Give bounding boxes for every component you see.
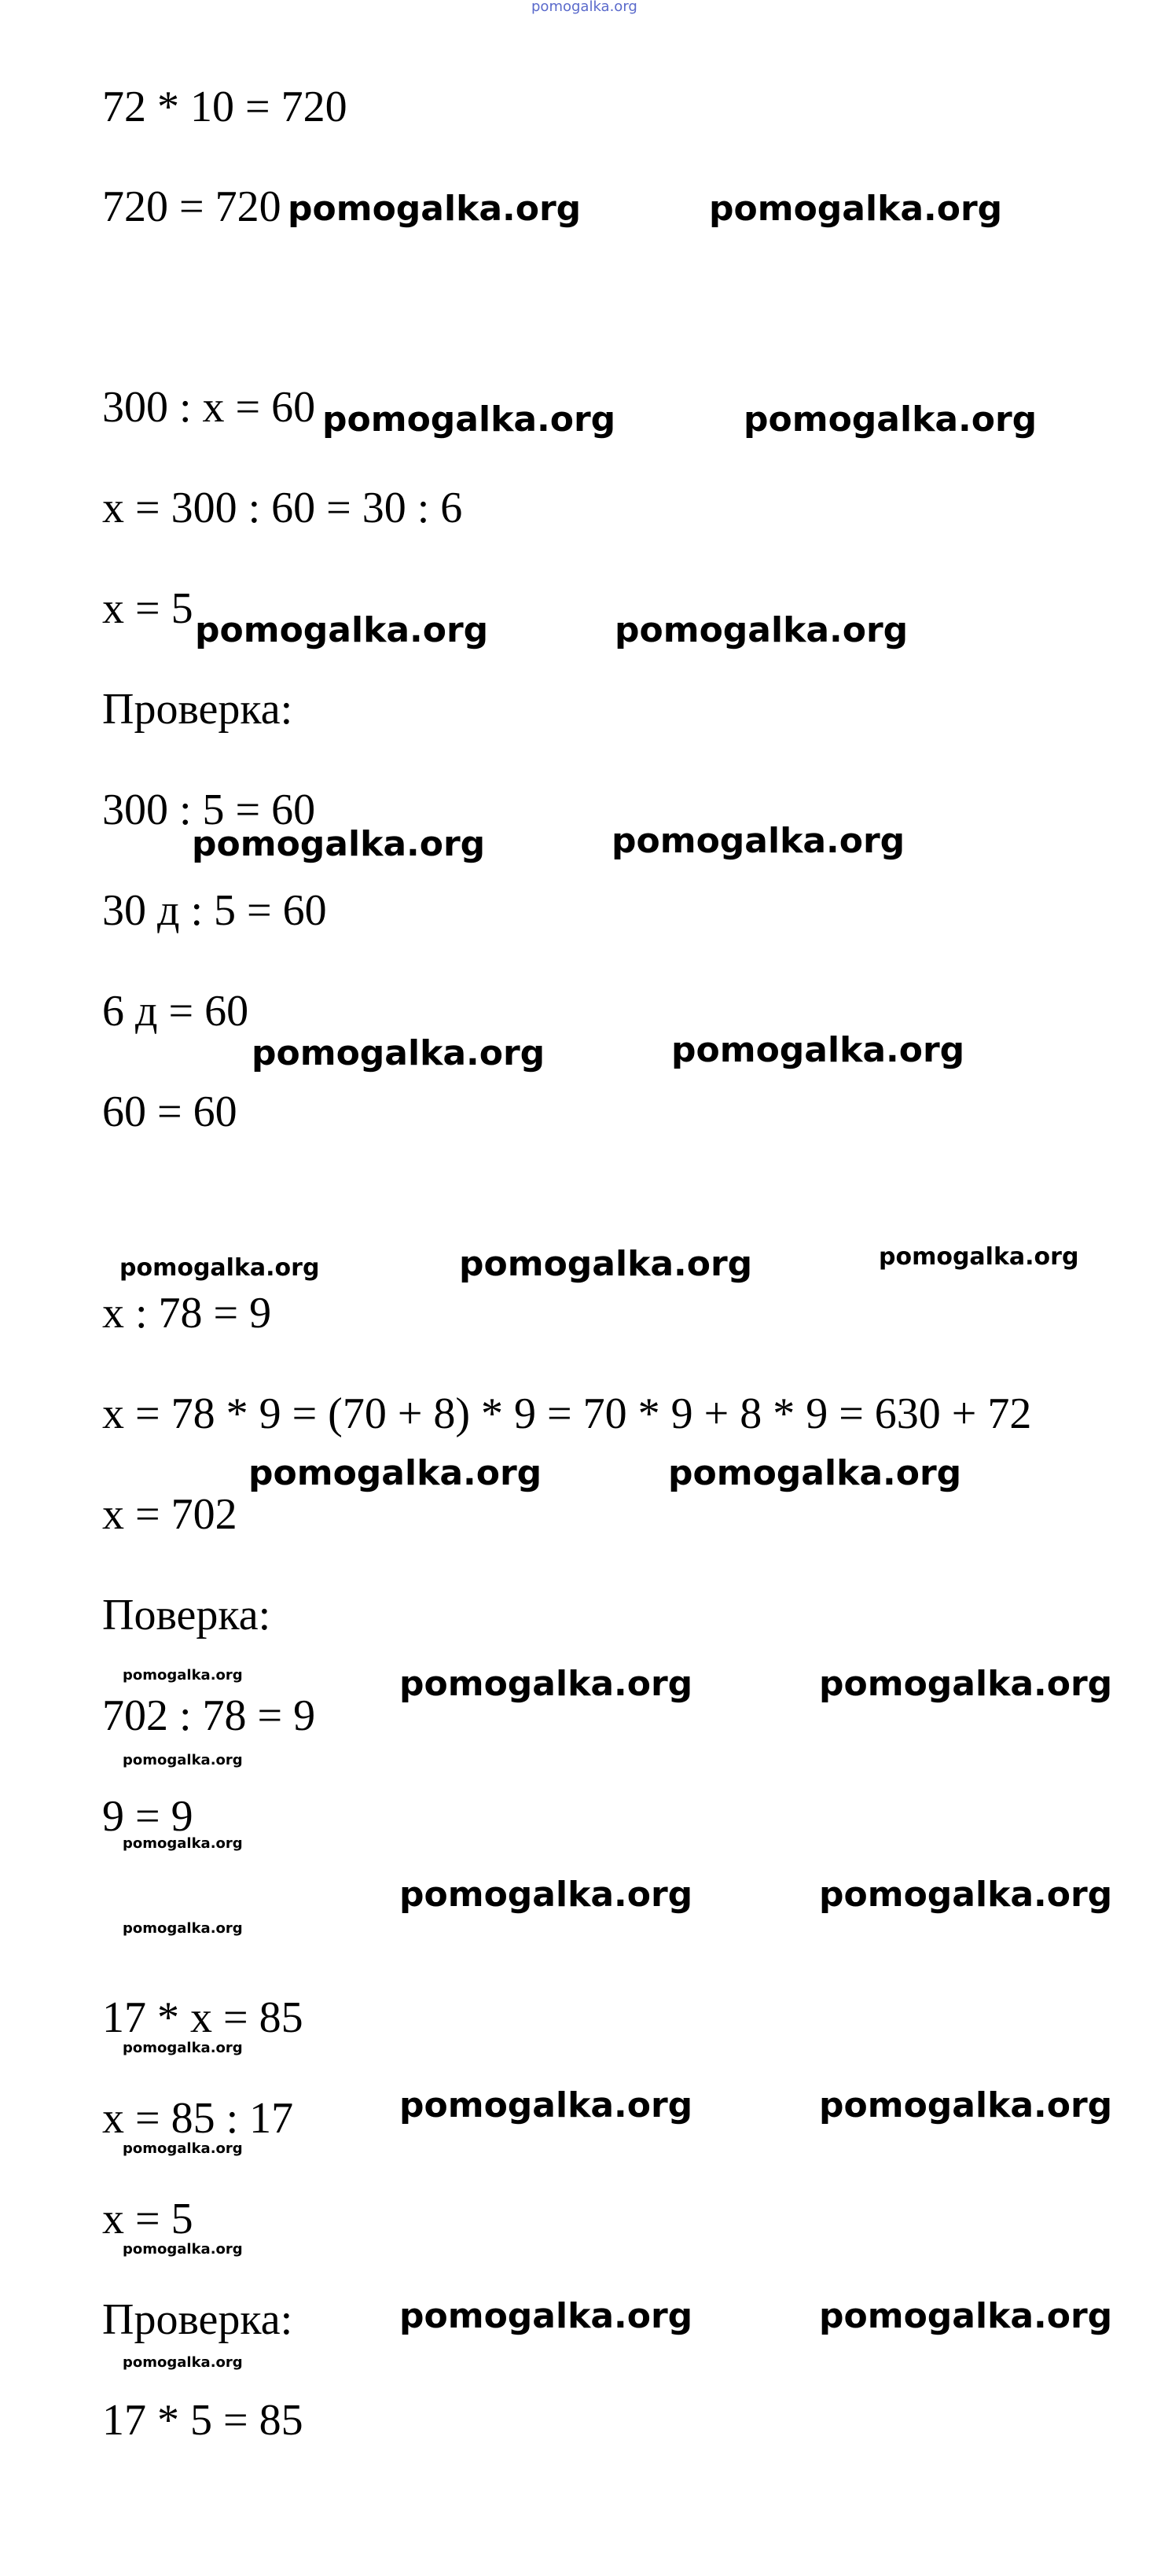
watermark: pomogalka.org	[123, 1920, 243, 1937]
equation-line: 6 д = 60	[102, 987, 249, 1036]
watermark: pomogalka.org	[123, 1667, 243, 1684]
equation-line: 60 = 60	[102, 1087, 237, 1136]
watermark: pomogalka.org	[123, 1752, 243, 1768]
watermark: pomogalka.org	[123, 2241, 243, 2258]
equation-line: 9 = 9	[102, 1792, 193, 1841]
header-watermark: pomogalka.org	[531, 0, 637, 15]
watermark: pomogalka.org	[399, 2296, 693, 2336]
watermark: pomogalka.org	[322, 399, 616, 440]
watermark: pomogalka.org	[192, 824, 486, 864]
equation-line: 300 : 5 = 60	[102, 786, 316, 834]
watermark: pomogalka.org	[399, 1664, 693, 1704]
equation-line: 300 : x = 60	[102, 383, 316, 432]
equation-line: 17 * 5 = 85	[102, 2396, 303, 2445]
watermark: pomogalka.org	[399, 1875, 693, 1915]
watermark: pomogalka.org	[819, 2085, 1113, 2125]
watermark: pomogalka.org	[879, 1243, 1079, 1271]
watermark: pomogalka.org	[399, 2085, 693, 2125]
equation-line: 17 * x = 85	[102, 1993, 303, 2042]
check-heading: Поверка:	[102, 1591, 271, 1639]
equation-line: x = 5	[102, 584, 193, 633]
watermark: pomogalka.org	[615, 610, 909, 650]
check-heading: Проверка:	[102, 685, 293, 734]
watermark: pomogalka.org	[195, 610, 489, 650]
equation-line: x : 78 = 9	[102, 1289, 272, 1338]
watermark: pomogalka.org	[819, 1664, 1113, 1704]
watermark: pomogalka.org	[288, 189, 582, 229]
watermark: pomogalka.org	[123, 2140, 243, 2157]
watermark: pomogalka.org	[709, 189, 1003, 229]
equation-line: x = 702	[102, 1490, 237, 1539]
watermark: pomogalka.org	[252, 1033, 545, 1073]
equation-line: 72 * 10 = 720	[102, 83, 347, 131]
watermark: pomogalka.org	[123, 2354, 243, 2371]
watermark: pomogalka.org	[668, 1453, 962, 1493]
equation-line: 30 д : 5 = 60	[102, 886, 327, 935]
equation-line: x = 78 * 9 = (70 + 8) * 9 = 70 * 9 + 8 * 9 = 630 + 72	[102, 1389, 1032, 1438]
watermark: pomogalka.org	[459, 1244, 753, 1284]
equation-line: 702 : 78 = 9	[102, 1691, 316, 1740]
watermark: pomogalka.org	[671, 1030, 965, 1070]
watermark: pomogalka.org	[744, 399, 1038, 440]
watermark: pomogalka.org	[123, 1835, 243, 1852]
equation-line: 720 = 720	[102, 182, 281, 231]
watermark: pomogalka.org	[119, 1254, 320, 1282]
equation-line: x = 85 : 17	[102, 2094, 294, 2143]
watermark: pomogalka.org	[819, 2296, 1113, 2336]
check-heading: Проверка:	[102, 2295, 293, 2344]
equation-line: x = 5	[102, 2195, 193, 2243]
watermark: pomogalka.org	[123, 2040, 243, 2056]
watermark: pomogalka.org	[612, 821, 905, 861]
watermark: pomogalka.org	[248, 1453, 542, 1493]
equation-line: x = 300 : 60 = 30 : 6	[102, 484, 463, 532]
watermark: pomogalka.org	[819, 1875, 1113, 1915]
